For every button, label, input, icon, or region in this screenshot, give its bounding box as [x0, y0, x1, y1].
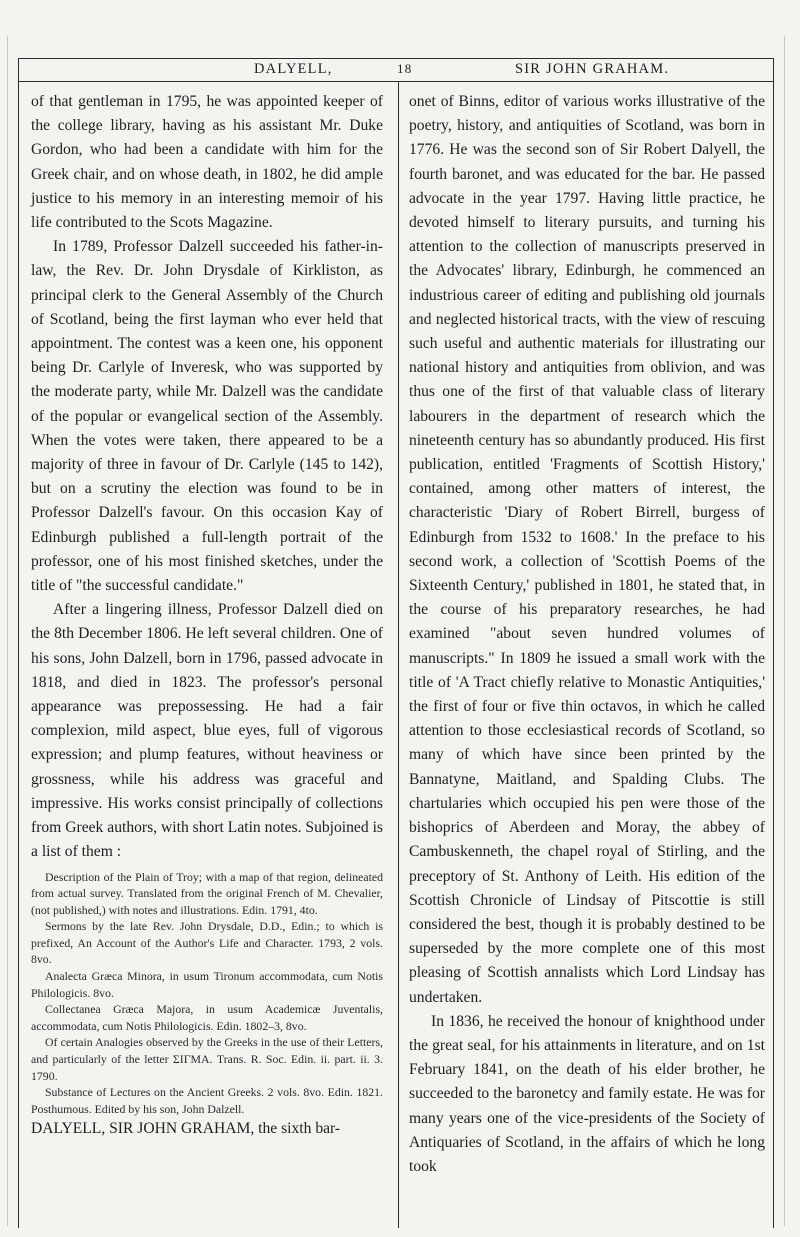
work-entry: Collectanea Græca Majora, in usum Academicæ Juventalis, accommodata, cum Notis Philologicis. Edin. 1802–3, 8vo. [31, 1002, 383, 1033]
header-right: SIR JOHN GRAHAM. [515, 61, 670, 77]
works-list [31, 869, 383, 1118]
work-entry: Analecta Græca Minora, in usum Tironum accommodata, cum Notis Philologicis. 8vo. [31, 969, 383, 1000]
header-rule [18, 81, 773, 82]
work-entry: Of certain Analogies observed by the Greeks in the use of their Letters, and particularly of the letter ΣΙΓΜΑ. Trans. R. Soc. Edin. ii. part. ii. 3. 1790. [31, 1035, 383, 1083]
column-divider [398, 82, 399, 1228]
left-column-rule [18, 58, 19, 1228]
header-left: DALYELL, [254, 61, 333, 77]
entry-heading: DALYELL, SIR JOHN GRAHAM, the sixth bar- [31, 1120, 341, 1138]
right-column [409, 90, 765, 1179]
work-entry: Sermons by the late Rev. John Drysdale, D.D., Edin.; to which is prefixed, An Account of the Author's Life and Character. 1793, 2 vols. 8vo. [31, 919, 383, 967]
work-entry: Substance of Lectures on the Ancient Greeks. 2 vols. 8vo. Edin. 1821. Posthumous. Edited by his son, John Dalzell. [31, 1085, 383, 1116]
paragraph: of that gentleman in 1795, he was appointed keeper of the college library, having as his assistant Mr. Duke Gordon, who had been a candidate with him for the Greek chair, and on whose death, in 1802, he did ample justice to his memory in an interesting memoir of his life contributed to the Scots Magazine. [31, 93, 383, 232]
paragraph: In 1789, Professor Dalzell succeeded his father-in-law, the Rev. Dr. John Drysdale of Kirkliston, as principal clerk to the General Assembly of the Church of Scotland, being the first layman who ever held that appointment. The contest was a keen one, his opponent being Dr. Carlyle of Inveresk, who was supported by the moderate party, while Mr. Dalzell was the candidate of the popular or evangelical section of the Assembly. When the votes were taken, there appeared to be a majority of three in favour of Dr. Carlyle (145 to 142), but on a scrutiny the election was found to be in Professor Dalzell's favour. On this occasion Kay of Edinburgh published a full-length portrait of the professor, one of his most finished sketches, under the title of "the successful candidate." [31, 238, 383, 595]
left-column [31, 90, 383, 1141]
paragraph: In 1836, he received the honour of knighthood under the great seal, for his attainments in literature, and on 1st February 1841, on the death of his elder brother, he succeeded to the baronetcy and family estate. He was for many years one of the vice-presidents of the Society of Antiquaries of Scotland, in the affairs of which he long took [409, 1012, 765, 1175]
running-header [0, 59, 800, 83]
paragraph: After a lingering illness, Professor Dalzell died on the 8th December 1806. He left several children. One of his sons, John Dalzell, born in 1796, passed advocate in 1818, and died in 1823. The professor's personal appearance was prepossessing. He had a fair complexion, mild aspect, blue eyes, full of vigorous expression; and plump features, without heaviness or grossness, while his address was graceful and impressive. His works consist principally of collections from Greek authors, with short Latin notes. Subjoined is a list of them : [31, 601, 383, 861]
paragraph: onet of Binns, editor of various works illustrative of the poetry, history, and antiquities of Scotland, was born in 1776. He was the second son of Sir Robert Dalyell, the fourth baronet, and was educated for the bar. He passed advocate in the year 1797. Having little practice, he devoted himself to literary pursuits, and turning his attention to the collection of manuscripts preserved in the Advocates' library, Edinburgh, he commenced an industrious career of editing and publishing old journals and neglected historical tracts, with the view of rescuing such useful and authentic materials for illustrating our national history and antiquities from oblivion, and was thus one of the first of that valuable class of literary labourers in the department of research which the nineteenth century has so abundantly produced. His first publication, entitled 'Fragments of Scottish History,' contained, among other matters of interest, the characteristic 'Diary of Robert Birrell, burgess of Edinburgh from 1532 to 1608.' In the preface to his second work, a collection of 'Scottish Poems of the Sixteenth Century,' published in 1801, he stated that, in the course of his preparatory researches, he had examined "about seven hundred volumes of manuscripts." In 1809 he issued a small work with the title of 'A Tract chiefly relative to Monastic Antiquities,' the first of four or five thin octavos, in which he called attention to those ecclesiastical records of Scotland, so many of which have since been printed by the Bannatyne, Maitland, and Spalding Clubs. The chartularies which occupied his pen were those of the bishoprics of Aberdeen and Moray, the abbey of Cambuskenneth, the chapel royal of Stirling, and the preceptory of St. Anthony of Leith. His edition of the Scottish Chronicle of Lindsay of Pitscottie is still considered the best, though it is probably destined to be superseded by the more complete one of this most pleasing of Scottish annalists which Lord Lindsay has undertaken. [409, 93, 765, 1006]
page-number: 18 [397, 61, 413, 76]
right-column-rule [773, 58, 774, 1228]
work-entry: Description of the Plain of Troy; with a map of that region, delineated from actual survey. Translated from the original French of M. Chevalier, (not published,) with notes and illustrations. Edin. 1791, 4to. [31, 869, 383, 917]
